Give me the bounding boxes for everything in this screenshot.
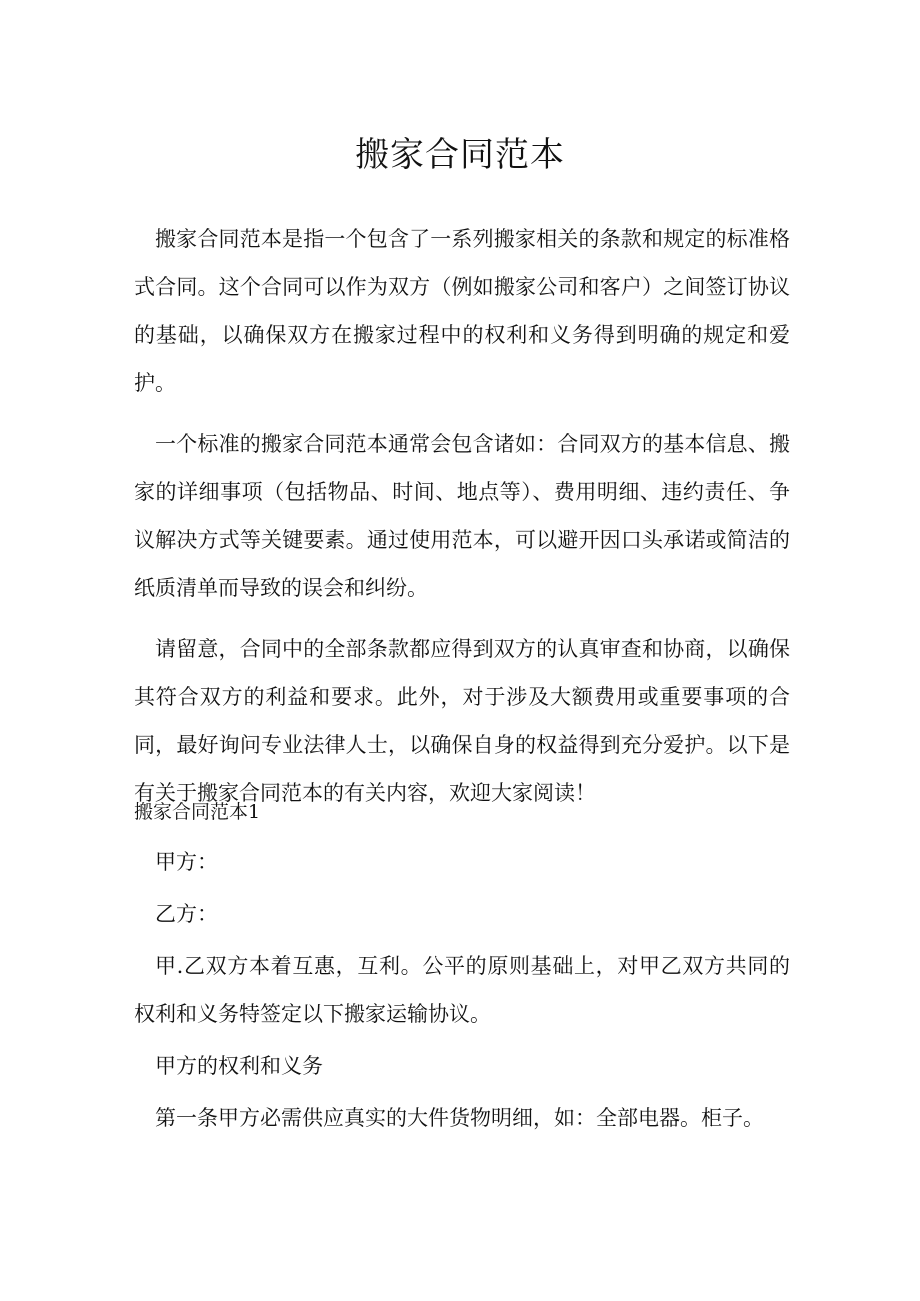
intro-section bbox=[134, 215, 790, 830]
contract-section-1 bbox=[134, 790, 790, 1146]
document-title: 搬家合同范本 bbox=[355, 135, 565, 175]
party-b-label: 乙方： bbox=[155, 902, 218, 926]
section-subheading: 甲方的权利和义务 bbox=[155, 1054, 323, 1078]
intro-paragraph-3: 请留意，合同中的全部条款都应得到双方的认真审查和协商，以确保其符合双方的利益和要求。此外，对于涉及大额费用或重要事项的合同，最好询问专业法律人士，以确保自身的权益得到充分爱护。以下是有关于搬家合同范本的有关内容，欢迎大家阅读！ bbox=[134, 637, 790, 805]
intro-paragraph-1: 搬家合同范本是指一个包含了一系列搬家相关的条款和规定的标准格式合同。这个合同可以作为双方（例如搬家公司和客户）之间签订协议的基础，以确保双方在搬家过程中的权利和义务得到明确的规定和爱护。 bbox=[134, 227, 790, 395]
section-heading: 搬家合同范本1 bbox=[134, 801, 261, 823]
article-1: 第一条甲方必需供应真实的大件货物明细，如：全部电器。柜子。 bbox=[155, 1106, 764, 1130]
contract-preamble: 甲.乙双方本着互惠，互利。公平的原则基础上，对甲乙双方共同的权利和义务特签定以下搬家运输协议。 bbox=[134, 954, 790, 1026]
party-a-label: 甲方： bbox=[155, 850, 218, 874]
intro-paragraph-2: 一个标准的搬家合同范本通常会包含诸如：合同双方的基本信息、搬家的详细事项（包括物品、时间、地点等）、费用明细、违约责任、争议解决方式等关键要素。通过使用范本，可以避开因口头承诺或简洁的纸质清单而导致的误会和纠纷。 bbox=[134, 432, 790, 600]
